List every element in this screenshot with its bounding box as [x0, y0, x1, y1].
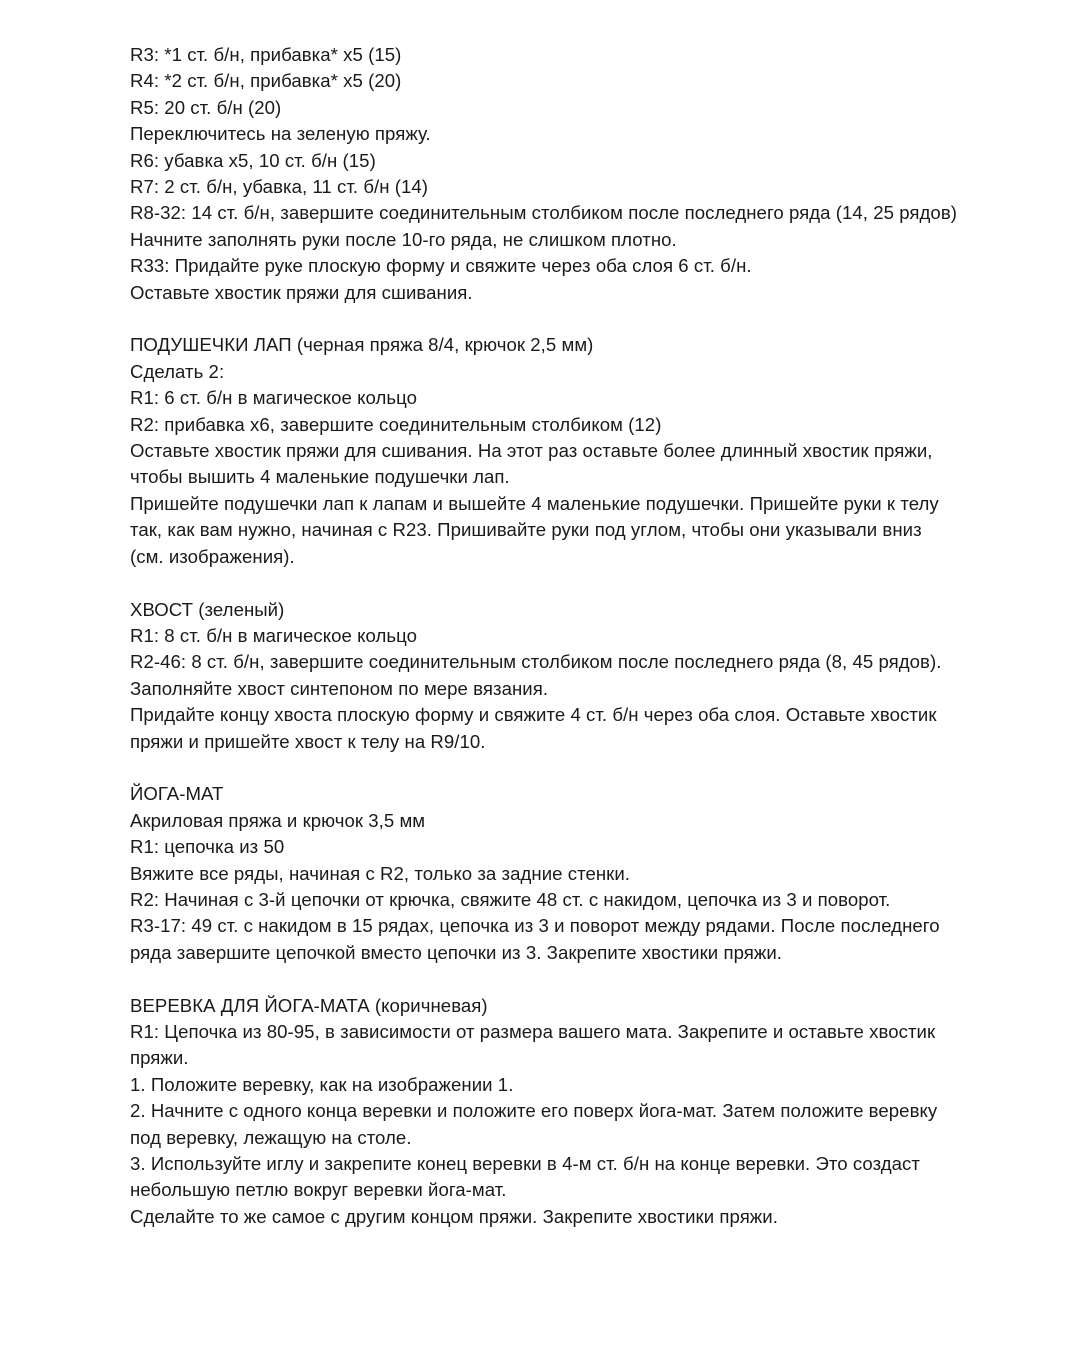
section-spacer [130, 306, 960, 332]
section-spacer [130, 755, 960, 781]
yoga-mat-section [130, 781, 960, 966]
arms-section [130, 42, 960, 306]
paw-pads-section [130, 332, 960, 570]
make-count: Сделать 2: [130, 360, 225, 382]
row-r33: R33: Придайте руке плоскую форму и свяжите через оба слоя 6 ст. б/н. [130, 255, 752, 277]
fill-note: Заполняйте хвост синтепоном по мере вязания. [130, 677, 549, 699]
tail-section [130, 597, 960, 755]
row-r4: R4: *2 ст. б/н, прибавка* x5 (20) [130, 70, 402, 92]
row-r1: R1: цепочка из 50 [130, 836, 285, 858]
row-r1: R1: 6 ст. б/н в магическое кольцо [130, 387, 418, 409]
row-r3: R3: *1 ст. б/н, прибавка* x5 (15) [130, 44, 402, 65]
step-1: 1. Положите веревку, как на изображении 1. [130, 1073, 514, 1095]
materials-note: Акриловая пряжа и крючок 3,5 мм [130, 809, 426, 831]
final-note: Сделайте то же самое с другим концом пряжи. Закрепите хвостики пряжи. [130, 1205, 778, 1227]
row-r7: R7: 2 ст. б/н, убавка, 11 ст. б/н (14) [130, 176, 429, 198]
fill-note: Начните заполнять руки после 10-го ряда, не слишком плотно. [130, 228, 677, 250]
row-r1: R1: Цепочка из 80-95, в зависимости от размера вашего мата. Закрепите и оставьте хвостик пряжи. [130, 1020, 936, 1069]
section-heading: ХВОСТ (зеленый) [130, 598, 285, 620]
row-r8-32: R8-32: 14 ст. б/н, завершите соединительным столбиком после последнего ряда (14, 25 рядов) [130, 202, 957, 224]
section-spacer [130, 570, 960, 596]
back-loops-note: Вяжите все ряды, начиная с R2, только за задние стенки. [130, 862, 630, 884]
step-3: 3. Используйте иглу и закрепите конец веревки в 4-м ст. б/н на конце веревки. Это создаст небольшую петлю вокруг веревки йога-мат. [130, 1153, 920, 1201]
row-r2: R2: прибавка x6, завершите соединительным столбиком (12) [130, 413, 662, 435]
rope-section [130, 993, 960, 1231]
tail-note: Оставьте хвостик пряжи для сшивания. На этот раз оставьте более длинный хвостик пряжи, чтобы вышить 4 маленькие подушечки лап. [130, 440, 933, 488]
row-r1: R1: 8 ст. б/н в магическое кольцо [130, 624, 418, 646]
sew-note: Пришейте подушечки лап к лапам и вышейте 4 маленькие подушечки. Пришейте руки к телу так, как вам нужно, начиная с R23. Пришивайте руки под углом, чтобы они указывали вниз (см. изображения). [130, 492, 939, 567]
row-r6: R6: убавка x5, 10 ст. б/н (15) [130, 149, 376, 171]
section-heading: ПОДУШЕЧКИ ЛАП (черная пряжа 8/4, крючок 2,5 мм) [130, 334, 594, 356]
row-r3-17: R3-17: 49 ст. с накидом в 15 рядах, цепочка из 3 и поворот между рядами. После последнего ряда завершите цепочкой вместо цепочки из 3. Закрепите хвостики пряжи. [130, 915, 940, 963]
step-2: 2. Начните с одного конца веревки и положите его поверх йога-мат. Затем положите веревку под веревку, лежащую на столе. [130, 1100, 938, 1148]
section-spacer [130, 966, 960, 992]
row-r2-46: R2-46: 8 ст. б/н, завершите соединительным столбиком после последнего ряда (8, 45 рядов). [130, 651, 942, 673]
tail-note: Оставьте хвостик пряжи для сшивания. [130, 281, 473, 303]
finish-note: Придайте концу хвоста плоскую форму и свяжите 4 ст. б/н через оба слоя. Оставьте хвостик пряжи и пришейте хвост к телу на R9/10. [130, 704, 937, 752]
section-heading: ВЕРЕВКА ДЛЯ ЙОГА-МАТА (коричневая) [130, 994, 488, 1016]
row-r2: R2: Начиная с 3-й цепочки от крючка, свяжите 48 ст. с накидом, цепочка из 3 и поворот. [130, 888, 891, 910]
section-heading: ЙОГА-МАТ [130, 783, 224, 805]
switch-yarn-note: Переключитесь на зеленую пряжу. [130, 123, 431, 145]
row-r5: R5: 20 ст. б/н (20) [130, 96, 282, 118]
document-page [130, 42, 960, 1230]
